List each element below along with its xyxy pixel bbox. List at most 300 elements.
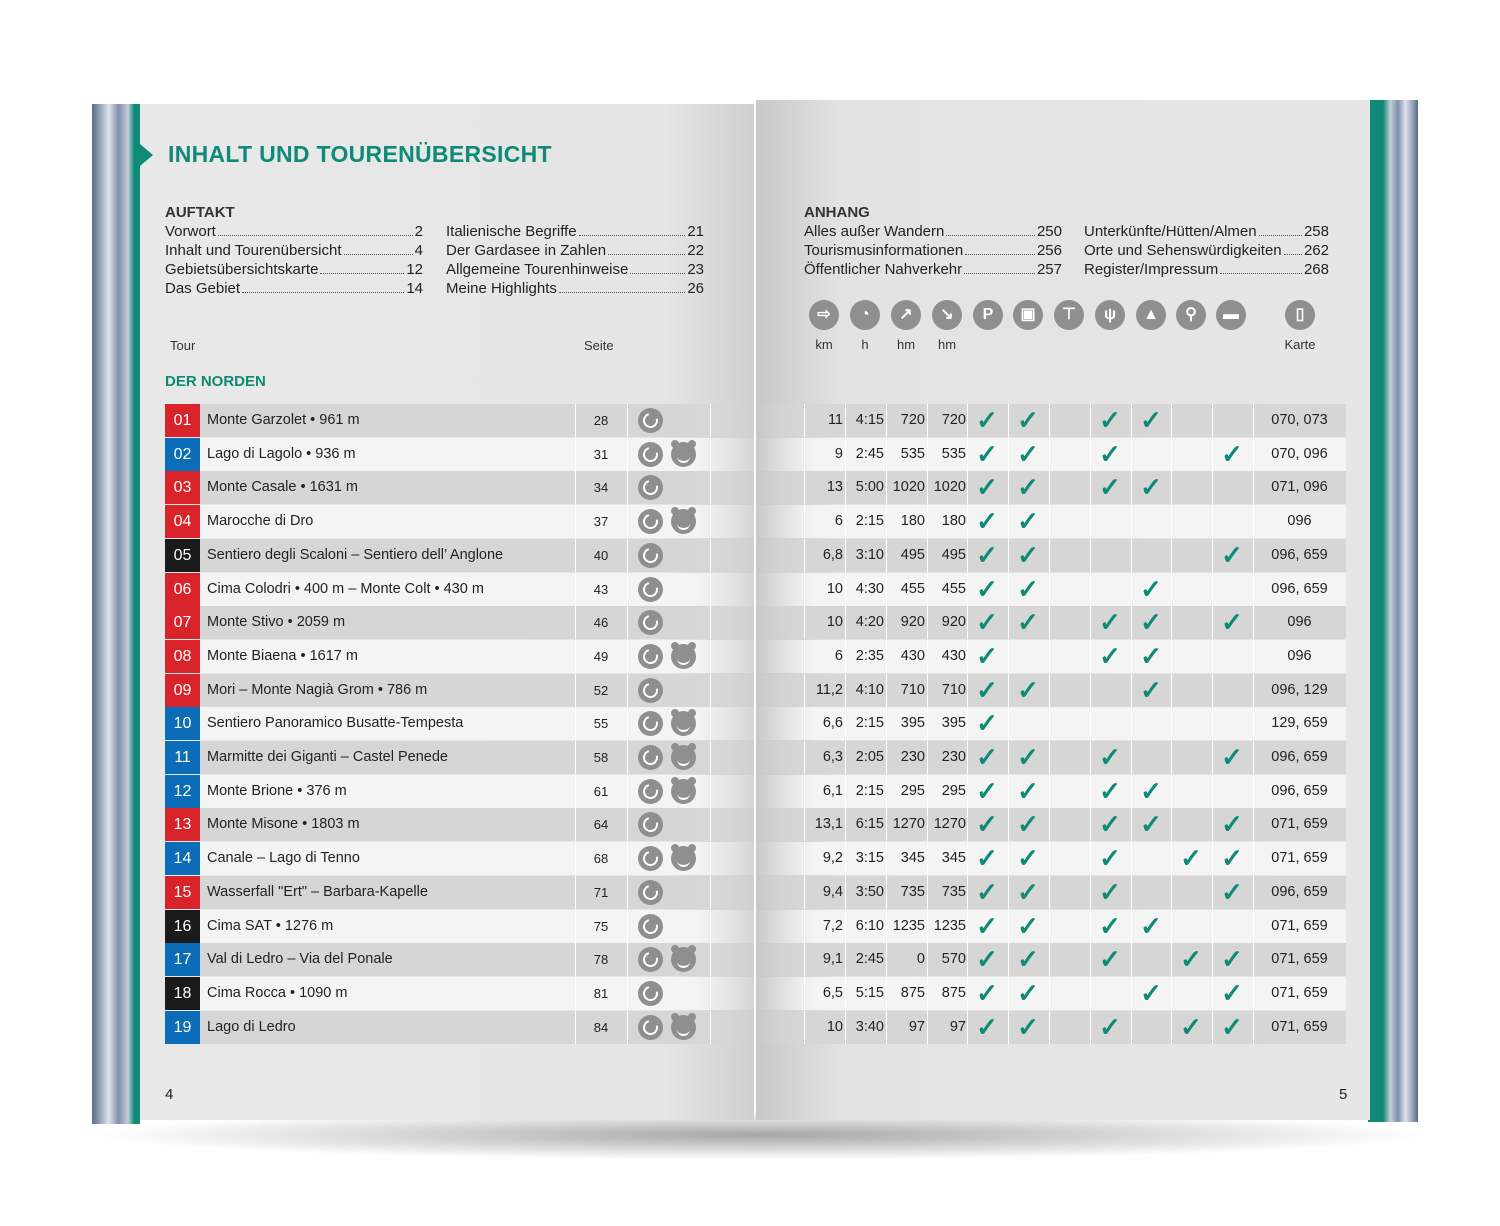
toc-leader-dots (320, 260, 404, 274)
ascent-icon: ↗ (891, 300, 921, 330)
column-divider (627, 876, 628, 909)
tour-up: 1020 (892, 479, 925, 496)
toc-entry[interactable] (446, 279, 704, 298)
toc-entry[interactable] (804, 241, 1062, 260)
table-row[interactable] (756, 404, 1346, 437)
tour-h: 4:20 (855, 614, 884, 631)
column-divider (804, 977, 805, 1010)
kids-face-smile (677, 758, 690, 766)
column-divider (1090, 505, 1091, 538)
tour-name[interactable]: Monte Stivo • 2059 m (207, 614, 346, 631)
toc-entry-page: 14 (406, 280, 423, 297)
circular-route-icon (638, 678, 663, 703)
tour-name[interactable]: Monte Misone • 1803 m (207, 816, 360, 833)
tour-h: 3:50 (855, 883, 884, 900)
toc-entry[interactable] (804, 260, 1062, 279)
toc-entry-label: Orte und Sehenswürdigkeiten (1084, 242, 1282, 259)
column-divider (886, 808, 887, 841)
table-row[interactable] (165, 539, 754, 572)
page-number-right: 5 (1339, 1086, 1348, 1103)
kids-face-smile (677, 1028, 690, 1036)
tour-number: 12 (165, 775, 200, 808)
tour-down: 495 (941, 546, 966, 563)
tour-name[interactable]: Cima SAT • 1276 m (207, 917, 334, 934)
tour-karte: 096, 129 (1271, 681, 1328, 698)
column-divider (1171, 505, 1172, 538)
column-divider (627, 741, 628, 774)
toc-entry[interactable] (1084, 222, 1329, 241)
table-row[interactable] (756, 606, 1346, 639)
checkmark-icon: ✓ (1099, 640, 1121, 671)
tour-name[interactable]: Mori – Monte Nagià Grom • 786 m (207, 681, 428, 698)
tour-name[interactable]: Monte Garzolet • 961 m (207, 412, 360, 428)
table-row[interactable] (756, 707, 1346, 740)
checkmark-icon: ✓ (1017, 809, 1039, 840)
toc-entry[interactable] (446, 222, 704, 241)
checkmark-icon: ✓ (976, 472, 998, 503)
column-divider (1131, 707, 1132, 740)
column-divider (1049, 471, 1050, 504)
tour-up: 735 (900, 883, 925, 900)
toc-entry-page: 250 (1036, 223, 1062, 240)
tour-name[interactable]: Lago di Lagolo • 936 m (207, 445, 356, 462)
tour-h: 6:15 (855, 816, 884, 833)
checkmark-icon: ✓ (1017, 607, 1039, 638)
column-divider (845, 842, 846, 875)
column-divider (1049, 943, 1050, 976)
tour-page: 40 (593, 547, 609, 563)
table-row[interactable] (756, 943, 1346, 976)
column-divider (1131, 741, 1132, 774)
tour-page: 64 (593, 817, 609, 833)
tour-page: 55 (593, 716, 609, 732)
tour-name[interactable]: Wasserfall "Ert" – Barbara-Kapelle (207, 883, 428, 900)
table-row[interactable] (756, 674, 1346, 707)
tour-number: 13 (165, 808, 200, 841)
tour-karte: 071, 659 (1271, 917, 1328, 934)
anhang-heading: ANHANG (804, 204, 870, 221)
toc-entry[interactable] (1084, 241, 1329, 260)
kids-friendly-icon (671, 947, 696, 972)
table-row[interactable] (756, 775, 1346, 808)
checkmark-icon: ✓ (1099, 843, 1121, 874)
checkmark-icon: ✓ (1140, 573, 1162, 604)
column-divider (627, 1011, 628, 1044)
column-divider (886, 775, 887, 808)
checkmark-icon: ✓ (1221, 944, 1243, 975)
column-divider (710, 505, 711, 538)
column-divider (1131, 876, 1132, 909)
kids-friendly-icon (671, 846, 696, 871)
column-divider (710, 741, 711, 774)
kids-face-smile (677, 960, 690, 968)
column-divider (845, 977, 846, 1010)
tour-h: 3:10 (855, 546, 884, 563)
column-divider (1171, 471, 1172, 504)
column-divider (1049, 404, 1050, 437)
tour-page: 68 (593, 851, 609, 867)
kids-friendly-icon (671, 1015, 696, 1040)
tour-page: 52 (593, 682, 609, 698)
tour-up: 1270 (892, 816, 925, 833)
circular-route-icon (638, 644, 663, 669)
tour-up: 710 (900, 681, 925, 698)
circular-route-icon (638, 745, 663, 770)
tour-km: 6,3 (822, 749, 843, 765)
circular-route-icon (638, 475, 663, 500)
checkmark-icon: ✓ (1221, 1011, 1243, 1042)
tour-km: 11,2 (815, 681, 843, 698)
table-row[interactable] (756, 573, 1346, 606)
column-divider (927, 741, 928, 774)
tour-h: 2:35 (855, 647, 884, 664)
toc-entry[interactable] (804, 222, 1062, 241)
table-row[interactable] (756, 741, 1346, 774)
column-divider (1171, 910, 1172, 943)
table-row[interactable] (756, 505, 1346, 538)
tour-page: 75 (593, 918, 609, 934)
column-header-hm-down: hm (937, 337, 957, 352)
signpost-icon: ⇨ (809, 300, 839, 330)
checkmark-icon: ✓ (1099, 438, 1121, 469)
column-divider (927, 573, 928, 606)
tour-km: 10 (826, 1018, 843, 1035)
checkmark-icon: ✓ (976, 539, 998, 570)
toc-entry-label: Allgemeine Tourenhinweise (446, 261, 629, 278)
circular-route-icon (638, 914, 663, 939)
tour-number: 04 (165, 505, 200, 538)
column-divider (1049, 1011, 1050, 1044)
restaurant-icon: ψ (1095, 300, 1125, 330)
table-row[interactable] (165, 876, 754, 909)
toc-entry-page: 23 (687, 261, 704, 278)
tour-karte: 070, 096 (1271, 445, 1328, 462)
column-divider (804, 741, 805, 774)
tour-km: 6 (834, 513, 843, 530)
table-row[interactable] (165, 606, 754, 639)
table-row[interactable] (756, 977, 1346, 1010)
toc-entry[interactable] (446, 260, 704, 279)
table-row[interactable] (165, 808, 754, 841)
column-divider (927, 842, 928, 875)
column-divider (1212, 404, 1213, 437)
circular-route-icon (638, 711, 663, 736)
checkmark-icon: ✓ (976, 708, 998, 739)
column-divider (710, 775, 711, 808)
column-divider (1049, 505, 1050, 538)
toc-leader-dots (608, 241, 685, 255)
column-divider (886, 640, 887, 673)
tour-down: 345 (941, 850, 966, 867)
tour-down: 920 (941, 614, 966, 631)
column-divider (927, 539, 928, 572)
column-divider (1212, 471, 1213, 504)
checkmark-icon: ✓ (976, 405, 998, 435)
tour-down: 97 (949, 1018, 966, 1035)
checkmark-icon: ✓ (1017, 843, 1039, 874)
left-page (140, 104, 754, 1120)
table-row[interactable] (756, 910, 1346, 943)
table-row[interactable] (165, 471, 754, 504)
kids-face-smile (677, 455, 690, 463)
column-divider (710, 438, 711, 471)
circular-route-icon (638, 442, 663, 467)
checkmark-icon: ✓ (1099, 1011, 1121, 1042)
checkmark-icon: ✓ (1099, 472, 1121, 503)
column-divider (1212, 775, 1213, 808)
checkmark-icon: ✓ (976, 607, 998, 638)
tour-up: 875 (900, 984, 925, 1001)
column-divider (710, 674, 711, 707)
bed-icon: ▬ (1216, 300, 1246, 330)
tour-karte: 096 (1287, 647, 1312, 664)
kids-friendly-icon (671, 745, 696, 770)
tour-down: 535 (941, 445, 966, 462)
checkmark-icon: ✓ (976, 977, 998, 1008)
table-row[interactable] (165, 741, 754, 774)
table-row[interactable] (165, 674, 754, 707)
tour-name[interactable]: Cima Rocca • 1090 m (207, 984, 348, 1001)
toc-entry-page: 4 (414, 242, 423, 259)
column-divider (845, 910, 846, 943)
table-row[interactable] (756, 876, 1346, 909)
toc-entry-page: 21 (687, 223, 704, 240)
checkmark-icon: ✓ (1017, 438, 1039, 469)
toc-entry[interactable] (165, 279, 423, 298)
tour-km: 7,2 (822, 917, 843, 934)
checkmark-icon: ✓ (1221, 876, 1243, 907)
toc-leader-dots (218, 222, 413, 236)
tour-number: 14 (165, 842, 200, 875)
tour-karte: 096, 659 (1271, 782, 1328, 799)
column-divider (1090, 573, 1091, 606)
circular-route-icon (638, 509, 663, 534)
column-divider (886, 876, 887, 909)
column-divider (710, 640, 711, 673)
checkmark-icon: ✓ (1017, 910, 1039, 941)
tour-karte: 071, 659 (1271, 816, 1328, 833)
checkmark-icon: ✓ (1140, 674, 1162, 705)
column-divider (927, 977, 928, 1010)
toc-entry-page: 22 (687, 242, 704, 259)
table-row[interactable] (165, 977, 754, 1010)
tour-karte: 071, 659 (1271, 951, 1328, 968)
page-number-left: 4 (165, 1086, 174, 1103)
table-row[interactable] (165, 438, 754, 471)
column-divider (927, 775, 928, 808)
table-row[interactable] (165, 943, 754, 976)
tour-karte: 071, 096 (1271, 479, 1328, 496)
tour-h: 4:10 (855, 681, 884, 698)
column-divider (886, 505, 887, 538)
tour-karte: 096, 659 (1271, 580, 1328, 597)
tour-karte: 071, 659 (1271, 850, 1328, 867)
column-divider (886, 741, 887, 774)
checkmark-icon: ✓ (976, 1011, 998, 1042)
table-row[interactable] (165, 775, 754, 808)
cable-car-icon: ⊤ (1054, 300, 1084, 330)
circular-route-icon (638, 981, 663, 1006)
column-divider (1008, 640, 1009, 673)
column-divider (627, 808, 628, 841)
parking-icon: P (973, 300, 1003, 330)
toc-entry[interactable] (165, 241, 423, 260)
toc-leader-dots (964, 260, 1035, 274)
column-divider (627, 438, 628, 471)
table-row[interactable] (165, 707, 754, 740)
column-divider (1049, 842, 1050, 875)
checkmark-icon: ✓ (976, 775, 998, 806)
tour-h: 6:10 (855, 917, 884, 934)
toc-entry-label: Inhalt und Tourenübersicht (165, 242, 342, 259)
tour-number: 09 (165, 674, 200, 707)
tour-h: 2:45 (855, 445, 884, 462)
table-row[interactable] (756, 539, 1346, 572)
toc-leader-dots (242, 279, 404, 293)
table-row[interactable] (165, 640, 754, 673)
column-divider (627, 674, 628, 707)
column-divider (886, 1011, 887, 1044)
kids-friendly-icon (671, 509, 696, 534)
tour-name[interactable]: Monte Casale • 1631 m (207, 479, 358, 496)
circular-route-icon (638, 408, 663, 433)
tour-name[interactable]: Cima Colodri • 400 m – Monte Colt • 430 m (207, 580, 484, 597)
column-divider (845, 674, 846, 707)
tour-page: 84 (593, 1019, 609, 1035)
tour-number: 16 (165, 910, 200, 943)
checkmark-icon: ✓ (1017, 539, 1039, 570)
toc-entry[interactable] (446, 241, 704, 260)
table-row[interactable] (756, 471, 1346, 504)
tour-number: 02 (165, 438, 200, 471)
table-row[interactable] (756, 842, 1346, 875)
kids-face-smile (677, 657, 690, 665)
checkmark-icon: ✓ (1140, 775, 1162, 806)
checkmark-icon: ✓ (976, 742, 998, 772)
column-divider (710, 539, 711, 572)
table-row[interactable] (165, 505, 754, 538)
tour-up: 455 (900, 580, 925, 597)
column-divider (1212, 505, 1213, 538)
right-page (756, 100, 1370, 1120)
tour-number: 05 (165, 539, 200, 572)
tour-down: 1020 (933, 479, 966, 496)
kids-friendly-icon (671, 442, 696, 467)
column-divider (627, 842, 628, 875)
tour-up: 430 (900, 647, 925, 664)
column-divider (627, 640, 628, 673)
column-divider (627, 606, 628, 639)
column-divider (710, 707, 711, 740)
toc-entry-label: Italienische Begriffe (446, 223, 577, 240)
tour-number: 19 (165, 1011, 200, 1044)
hut-icon: ▲ (1136, 300, 1166, 330)
toc-entry-page: 256 (1036, 242, 1062, 259)
tour-km: 13 (826, 479, 843, 496)
column-divider (1171, 539, 1172, 572)
tour-name[interactable]: Lago di Ledro (207, 1018, 296, 1035)
column-divider (1171, 438, 1172, 471)
column-divider (1049, 775, 1050, 808)
tour-name[interactable]: Marmitte dei Giganti – Castel Penede (207, 749, 448, 765)
tour-up: 0 (916, 951, 925, 968)
tour-km: 9,2 (822, 850, 843, 867)
column-divider (845, 539, 846, 572)
tour-name[interactable]: Marocche di Dro (207, 513, 314, 530)
checkmark-icon: ✓ (1017, 977, 1039, 1008)
tour-down: 395 (941, 715, 966, 732)
column-divider (1049, 876, 1050, 909)
toc-entry-label: Unterkünfte/Hütten/Almen (1084, 223, 1257, 240)
toc-leader-dots (1284, 241, 1302, 255)
kids-friendly-icon (671, 711, 696, 736)
tour-name[interactable]: Monte Biaena • 1617 m (207, 647, 358, 664)
column-divider (927, 505, 928, 538)
checkmark-icon: ✓ (976, 910, 998, 941)
column-divider (1049, 573, 1050, 606)
tour-page: 81 (593, 985, 609, 1001)
column-divider (886, 910, 887, 943)
tour-km: 6,6 (822, 715, 843, 732)
table-row[interactable] (756, 438, 1346, 471)
toc-entry[interactable] (165, 260, 423, 279)
tour-name[interactable]: Sentiero Panoramico Busatte-Tempesta (207, 715, 464, 732)
tour-name[interactable]: Val di Ledro – Via del Ponale (207, 951, 393, 968)
column-divider (1171, 707, 1172, 740)
tour-km: 11 (827, 412, 843, 428)
tour-name[interactable]: Monte Brione • 376 m (207, 782, 347, 799)
tour-up: 295 (900, 782, 925, 799)
column-divider (1049, 539, 1050, 572)
column-divider (627, 539, 628, 572)
toc-entry[interactable] (165, 222, 423, 241)
tour-name[interactable]: Sentiero degli Scaloni – Sentiero dell’ Anglone (207, 546, 504, 563)
column-divider (710, 471, 711, 504)
tour-number: 15 (165, 876, 200, 909)
table-row[interactable] (756, 1011, 1346, 1044)
table-row[interactable] (756, 640, 1346, 673)
column-header-seite: Seite (584, 338, 614, 353)
column-divider (627, 707, 628, 740)
toc-entry-label: Gebietsübersichtskarte (165, 261, 319, 278)
column-divider (627, 573, 628, 606)
column-divider (886, 471, 887, 504)
tour-number: 08 (165, 640, 200, 673)
tour-name[interactable]: Canale – Lago di Tenno (207, 850, 360, 867)
column-divider (1171, 640, 1172, 673)
column-divider (1008, 707, 1009, 740)
table-row[interactable] (165, 910, 754, 943)
table-row[interactable] (165, 404, 754, 437)
checkmark-icon: ✓ (1017, 1011, 1039, 1042)
tour-down: 570 (941, 951, 966, 968)
checkmark-icon: ✓ (1221, 977, 1243, 1008)
column-divider (1131, 943, 1132, 976)
table-row[interactable] (165, 573, 754, 606)
table-row[interactable] (756, 808, 1346, 841)
column-divider (804, 438, 805, 471)
column-divider (1171, 674, 1172, 707)
column-divider (1131, 842, 1132, 875)
column-divider (1212, 707, 1213, 740)
table-row[interactable] (165, 842, 754, 875)
toc-entry[interactable] (1084, 260, 1329, 279)
tour-h: 4:30 (855, 580, 884, 597)
table-row[interactable] (165, 1011, 754, 1044)
tour-up: 920 (900, 614, 925, 631)
column-divider (1131, 505, 1132, 538)
column-divider (804, 573, 805, 606)
